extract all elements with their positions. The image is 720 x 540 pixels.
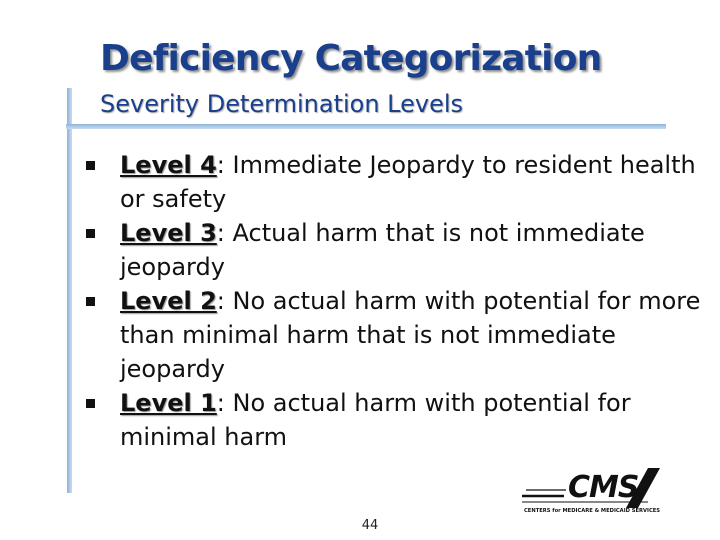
horizontal-rule <box>66 124 666 129</box>
square-bullet-icon <box>86 229 95 238</box>
level-label: Level 4 <box>120 151 217 179</box>
square-bullet-icon <box>86 399 95 408</box>
bullet-list <box>82 148 707 454</box>
bullet-item <box>82 148 707 216</box>
logo-mark: CMS <box>568 470 639 505</box>
square-bullet-icon <box>86 297 95 306</box>
vertical-rule <box>67 88 72 493</box>
slide-title: Deficiency Categorization <box>100 38 602 79</box>
square-bullet-icon <box>86 161 95 170</box>
level-description: : Immediate Jeopardy to resident health or safety <box>120 151 696 213</box>
bullet-item <box>82 386 707 454</box>
bullet-item <box>82 216 707 284</box>
level-label: Level 2 <box>120 287 217 315</box>
bullet-item <box>82 284 707 386</box>
level-description: : Actual harm that is not immediate jeopardy <box>120 219 645 281</box>
page-number: 44 <box>361 518 379 533</box>
level-label: Level 1 <box>120 389 217 417</box>
slide-subtitle: Severity Determination Levels <box>100 90 464 118</box>
level-description: : No actual harm with potential for more than minimal harm that is not immediate jeopardy <box>120 287 701 383</box>
logo-tagline: CENTERS for MEDICARE & MEDICAID SERVICES <box>524 508 661 514</box>
level-description: : No actual harm with potential for minimal harm <box>120 389 631 451</box>
cms-logo <box>520 466 670 522</box>
level-label: Level 3 <box>120 219 217 247</box>
